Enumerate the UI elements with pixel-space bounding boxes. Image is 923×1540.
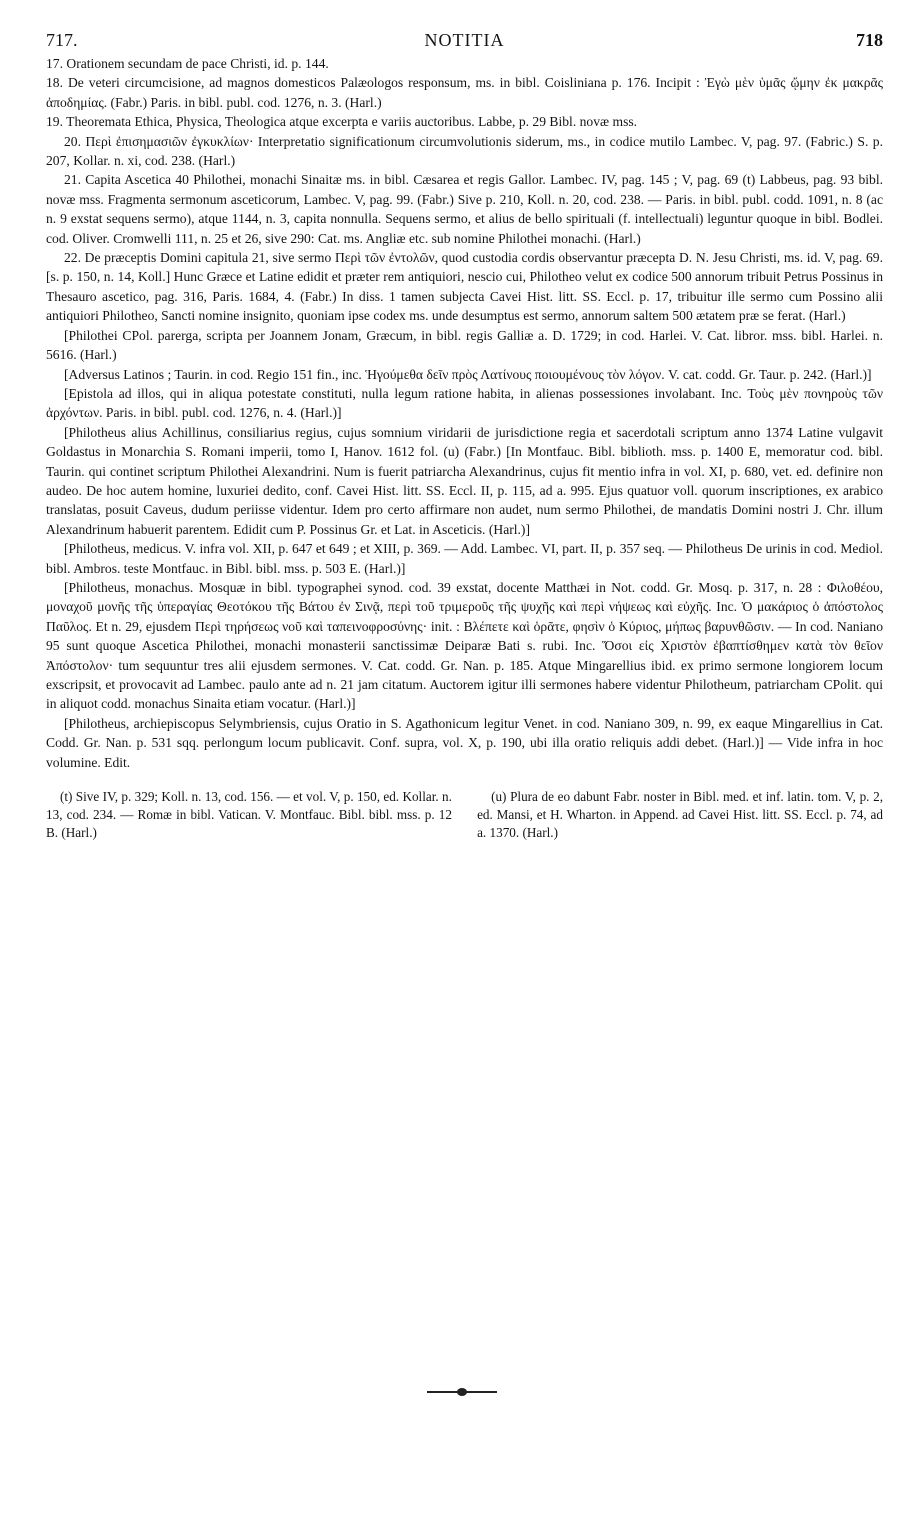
entry-parerga: [Philothei CPol. parerga, scripta per Joannem Jonam, Græcum, in bibl. regis Galliæ a. D. 1729; in cod. Harlei. V. Cat. libror. mss. bibl. Harlei. n. 5616. (Harl.) bbox=[46, 327, 883, 363]
entry-20: 20. Περὶ ἐπισημασιῶν ἐγκυκλίων· Interpretatio significationum circumvolutionis siderum, ms., in codice mutilo Lambec. V, pag. 97. (Fabric.) S. p. 207, Kollar. n. xi, cod. 238. (Harl.) bbox=[46, 133, 883, 169]
entry-philotheus-achillinus: [Philotheus alius Achillinus, consiliarius regius, cujus somnium viridarii de jurisdictione regia et sacerdotali scriptum anno 1374 Latine vulgavit Goldastus in Monarchia S. Romani imperii, tomo I, Hanov. 1612 fol. (u) (Fabr.) [In Montfauc. Bibl. biblioth. mss. p. 1400 E, memoratur cod. bibl. Taurin. qui continet scriptum Philothei Alexandrini. Num is fuerit patriarcha Alexandrinus, cujus fit mentio infra in vol. XI, p. 680, vet. ed. definire non audeo. De hoc autem homine, luxuriei dedito, conf. Cavei Hist. litt. SS. Eccl. II, p. 115, ad a. 995. Ejus quatuor voll. quorum inscriptiones, ex arabico translatas, posuit Caveus, dudum periisse videntur. Idem pro certo affirmare non audet, num sermo Philothei, de mandatis Domini nostri J. Chr. illum Alexandrinum habuerit parentem. Edidit cum P. Possinus Gr. et Lat. in Asceticis. (Harl.)] bbox=[46, 424, 883, 537]
footnotes bbox=[46, 788, 883, 842]
ornament-center bbox=[457, 1388, 467, 1396]
entry-epistola: [Epistola ad illos, qui in aliqua potestate constituti, nulla legum ratione habita, in alienas possessiones involabant. Inc. Τοὺς μὲν πονηροὺς τῶν ἀρχόντων. Paris. in bibl. publ. cod. 1276, n. 4. (Harl.)] bbox=[46, 385, 883, 421]
entry-philotheus-monachus: [Philotheus, monachus. Mosquæ in bibl. typographei synod. cod. 39 exstat, docente Matthæi in Not. codd. Gr. Mosq. p. 317, n. 28 : Φιλοθέου, μοναχοῦ μονῆς τῆς ὑπεραγίας Θεοτόκου τῆς Βάτου ἐν Σινᾷ, περὶ τοῦ τριμεροῦς τῆς ψυχῆς καὶ περὶ νήψεως καὶ εὐχῆς. Inc. Ὁ μακάριος ὁ ἀπόστολος Παῦλος. Et n. 29, ejusdem Περὶ τηρήσεως νοῦ καὶ ταπεινοφροσύνης· init. : Βλέπετε καὶ ὁρᾶτε, φησὶν ὁ Κύριος, μήπως βαρυνθῶσιν. — In cod. Naniano 95 sunt quoque Ascetica Philothei, monachi monasterii sanctissimæ Deiparæ Bati s. rubi. Inc. Ὅσοι εἰς Χριστὸν ἐβαπτίσθημεν κατὰ τὸν θεῖον Ἀπόστολον· tum sequuntur tres alii ejusdem sermones. V. Cat. codd. Gr. Nan. p. 185. Atque Mingarellius ibid. ex primo sermone longiorem locum exscripsit, et provocavit ad Lambec. paulo ante ad n. 21 jam citatum. Auctorem igitur illi sermones habere videntur Philotheum, patriarcham CPolit. qui in aliquot codd. monachus Sinaita etiam vocatur. (Harl.)] bbox=[46, 579, 883, 712]
footnote-t: (t) Sive IV, p. 329; Koll. n. 13, cod. 156. — et vol. V, p. 150, ed. Kollar. n. 13, cod. 234. — Romæ in bibl. Vatican. V. Montfauc. Bibl. bibl. mss. p. 12 B. (Harl.) bbox=[46, 789, 452, 841]
body-text bbox=[46, 54, 883, 772]
page-number-right: 718 bbox=[856, 30, 883, 50]
entry-18: 18. De veteri circumcisione, ad magnos domesticos Palæologos responsum, ms. in bibl. Coisliniana p. 176. Incipit : Ἐγὼ μὲν ὑμᾶς ᾤμην ἐκ μακρᾶς ἀποδημίας. (Fabr.) Paris. in bibl. publ. cod. 1276, n. 3. (Harl.) bbox=[46, 75, 883, 110]
entry-philotheus-archiepiscopus: [Philotheus, archiepiscopus Selymbriensis, cujus Oratio in S. Agathonicum legitur Venet. in cod. Naniano 309, n. 99, ex eaque Mingarellius in Cat. Codd. Gr. Nan. p. 531 sqq. perlongum locum publicavit. Conf. supra, vol. X, p. 190, ubi illa oratio reliquis addi debet. (Harl.)] — Vide infra in hoc volumine. Edit. bbox=[46, 715, 883, 770]
page-number-left: 717. bbox=[46, 30, 78, 50]
footnote-u: (u) Plura de eo dabunt Fabr. noster in Bibl. med. et inf. latin. tom. V, p. 2, ed. Mansi, et H. Wharton. in Append. ad Cavei Hist. litt. SS. Eccl. p. 74, ad a. 1370. (Harl.) bbox=[477, 789, 883, 841]
running-title: NOTITIA bbox=[424, 30, 505, 50]
entry-19: 19. Theoremata Ethica, Physica, Theologica atque excerpta e variis auctoribus. Labbe, p. 29 Bibl. novæ mss. bbox=[46, 114, 638, 130]
entry-17: 17. Orationem secundam de pace Christi, id. p. 144. bbox=[46, 56, 329, 71]
entry-philotheus-medicus: [Philotheus, medicus. V. infra vol. XII, p. 647 et 649 ; et XIII, p. 369. — Add. Lambec. VI, part. II, p. 357 seq. — Philotheus De urinis in cod. Mediol. bibl. Ambros. teste Montfauc. in Bibl. bibl. mss. p. 503 E. (Harl.)] bbox=[46, 541, 883, 576]
running-header bbox=[46, 20, 883, 50]
entry-adversus-latinos: [Adversus Latinos ; Taurin. in cod. Regio 151 fin., inc. Ἡγούμεθα δεῖν πρὸς Λατίνους ποιουμένους τὸν λόγον. V. cat. codd. Gr. Taur. p. 242. (Harl.)] bbox=[64, 366, 872, 382]
end-ornament bbox=[427, 1388, 497, 1396]
entry-22: 22. De præceptis Domini capitula 21, sive sermo Περὶ τῶν ἐντολῶν, quod custodia cordis observantur præcepta D. N. Jesu Christi, ms. id. V, pag. 69. [s. p. 150, n. 14, Koll.] Hunc Græce et Latine edidit et præter rem antiquiori, nescio cui, Philotheo velut ex codice 500 annorum tribuit Petrus Possinus in Thesauro ascetico, pag. 316, Paris. 1684, 4. (Fabr.) In diss. 1 tamen subjecta Cavei Hist. litt. SS. Eccl. p. 17, tribuitur ille sermo cum Possino alii antiquiori Philotheo, Sancti nomine insignito, quoniam ipse codex ms. unde desumptus est sermo, annorum saltem 500 ætatem præ se ferat. (Harl.) bbox=[46, 250, 883, 324]
entry-21: 21. Capita Ascetica 40 Philothei, monachi Sinaitæ ms. in bibl. Cæsarea et regis Gallor. Lambec. IV, pag. 145 ; V, pag. 69 (t) Labbeus, pag. 93 bibl. novæ mss. Fragmenta sermonum asceticorum, Lambec. V, pag. 99. (Fabr.) Sive p. 210, Koll. n. 20, cod. 238. — Paris. in bibl. publ. codd. 1091, n. 8 (ac n. 9 exstat sequens sermo), atque 1144, n. 3, capita nonnulla. Sequens sermo, et alius de bello spirituali (f. intellectuali) leguntur quoque in bibl. Bodlei. cod. Oliver. Cromwelli 111, n. 25 et 26, sive 290: Cat. ms. Angliæ etc. sub nomine Philothei monachi. (Harl.) bbox=[46, 172, 883, 246]
